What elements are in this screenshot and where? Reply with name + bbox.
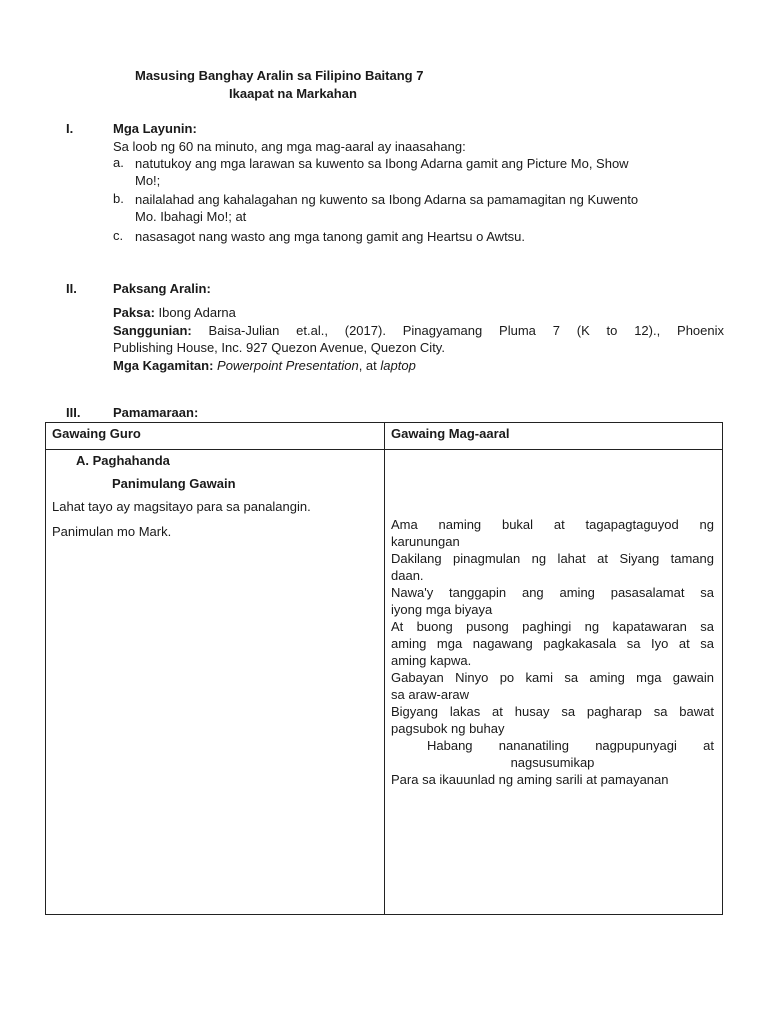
student-activity-cell [385,450,723,915]
prayer-line-centered: Habang nananatiling nagpupunyagi at [427,738,714,753]
prayer-line-text: Bigyang lakas at husay sa pagharap sa bawat [391,704,714,719]
section-number: II. [66,281,77,296]
list-item-line: nailalahad ang kahalagahan ng kuwento sa Ibong Adarna sa pamamagitan ng Kuwento [135,192,639,207]
prayer-last-line: Para sa ikauunlad ng aming sarili at pamayanan [391,772,669,787]
teacher-activity-cell [46,450,385,915]
sanggunian-line-2: Publishing House, Inc. 927 Quezon Avenue, Quezon City. [113,340,445,355]
paksa-value: Ibong Adarna [154,305,236,320]
column-header-teacher: Gawaing Guro [46,423,385,450]
kagamitan-line [113,357,724,374]
prayer-line-text: daan. [391,568,424,583]
prayer-line-text: sa araw-araw [391,687,470,702]
list-item-line: Mo!; [135,173,161,188]
prayer-line [391,703,714,737]
document-title: Masusing Banghay Aralin sa Filipino Baitang 7 [135,68,424,83]
prayer-line-text: iyong mga biyaya [391,602,493,617]
prayer-line-text: aming kapwa. [391,653,472,668]
section-heading: Pamamaraan: [113,405,199,420]
sanggunian-value: Baisa-Julian et.al., (2017). Pinagyamang Pluma 7 (K to 12)., Phoenix [191,323,724,338]
list-item-letter: c. [113,228,124,243]
prayer-line-text: aming mga nagawang pagkakasala sa Iyo at sa [391,636,714,651]
list-item-line: Mo. Ibahagi Mo!; at [135,209,247,224]
section-number: I. [66,121,74,136]
section-number: III. [66,405,81,420]
prayer-line-text: Gabayan Ninyo po kami sa aming mga gawain [391,670,714,685]
sanggunian-label: Sanggunian: [113,323,192,338]
kagamitan-connector: , at [358,358,381,373]
subheading-panimulang-gawain: Panimulang Gawain [112,476,236,491]
kagamitan-item: Powerpoint Presentation [217,358,359,373]
prayer-text [391,516,714,788]
objectives-intro: Sa loob ng 60 na minuto, ang mga mag-aaral ay inaasahang: [113,139,466,154]
prayer-line-text: At buong pusong paghingi ng kapatawaran sa [391,619,714,634]
prayer-line-text: karunungan [391,534,460,549]
prayer-line [391,516,714,550]
list-item-text [135,155,724,189]
prayer-line [391,669,714,703]
subheading-paghahanda: A. Paghahanda [76,453,170,468]
prayer-line [391,550,714,584]
list-item-letter: a. [113,155,124,170]
prayer-line-centered: nagsusumikap [510,755,595,770]
list-item-text [135,228,724,245]
sanggunian-line [113,322,724,339]
kagamitan-item: laptop [380,358,416,373]
table-header-row [46,423,723,450]
prayer-line-text: Ama naming bukal at tagapagtaguyod ng [391,517,714,532]
column-header-student: Gawaing Mag-aaral [385,423,723,450]
prayer-line-text: pagsubok ng buhay [391,721,505,736]
teacher-instruction: Lahat tayo ay magsitayo para sa panalangin. [52,499,311,514]
paksa-line [113,304,724,321]
prayer-line-text: Dakilang pinagmulan ng lahat at Siyang tamang [391,551,714,566]
prayer-line [391,652,714,669]
lesson-procedure-table [45,422,723,915]
list-item-letter: b. [113,191,124,206]
list-item-text [135,191,724,225]
document-subtitle: Ikaapat na Markahan [229,86,357,101]
section-heading: Mga Layunin: [113,121,197,136]
prayer-line [391,618,714,652]
list-item-line: natutukoy ang mga larawan sa kuwento sa Ibong Adarna gamit ang Picture Mo, Show [135,156,629,171]
section-heading: Paksang Aralin: [113,281,211,296]
teacher-instruction: Panimulan mo Mark. [52,524,172,539]
paksa-label: Paksa: [113,305,155,320]
list-item-line: nasasagot nang wasto ang mga tanong gamit ang Heartsu o Awtsu. [135,229,526,244]
prayer-line [391,584,714,618]
kagamitan-label: Mga Kagamitan: [113,358,214,373]
table-row [46,450,723,915]
prayer-line-text: Nawa'y tanggapin ang aming pasasalamat sa [391,585,714,600]
